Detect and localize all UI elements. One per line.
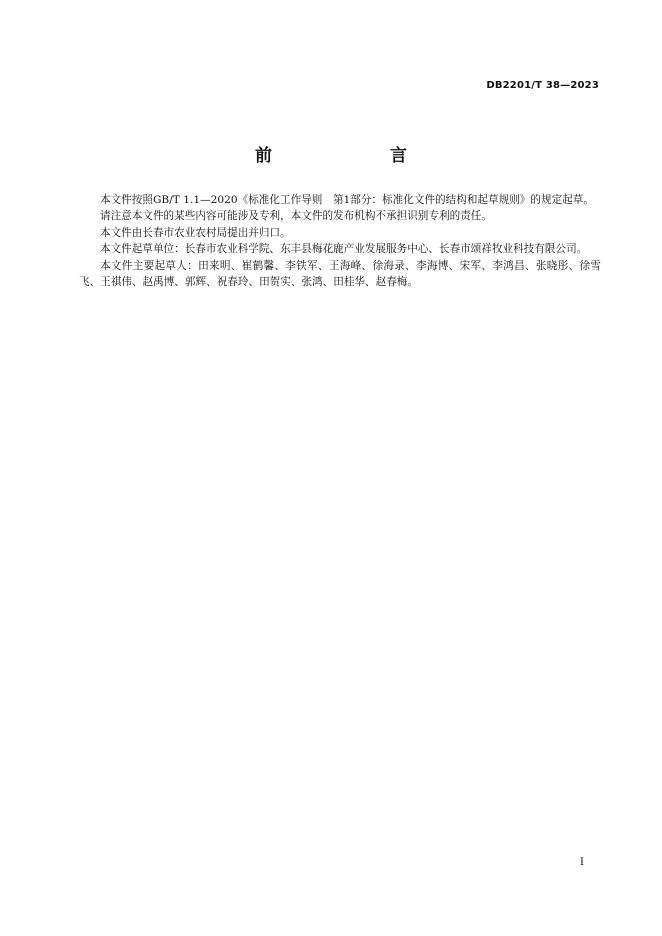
paragraph-drafting-units: 本文件起草单位：长春市农业科学院、东丰县梅花鹿产业发展服务中心、长春市颂祥牧业科技有限公司。	[100, 243, 588, 256]
page-number: I	[580, 857, 584, 868]
paragraph-drafting-rules: 本文件按照GB/T 1.1—2020《标准化工作导则 第1部分：标准化文件的结构和起草规则》的规定起草。	[100, 194, 594, 206]
document-code: DB2201/T 38—2023	[486, 80, 599, 91]
preface-body	[79, 192, 601, 290]
paragraph-patent-notice: 请注意本文件的某些内容可能涉及专利，本文件的发布机构不承担识别专利的责任。	[100, 210, 492, 223]
paragraph-drafters: 本文件主要起草人：田来明、崔鹤馨、李铁军、王海峰、徐海录、李海博、宋军、李鸿昌、张晓彤、徐雪飞、王祺伟、赵禹博、郭辉、祝春玲、田贺实、张鸿、田桂华、赵春梅。	[79, 259, 601, 289]
paragraph-proposer: 本文件由长春市农业农村局提出并归口。	[100, 226, 291, 239]
page-title: 前 言	[255, 146, 435, 166]
